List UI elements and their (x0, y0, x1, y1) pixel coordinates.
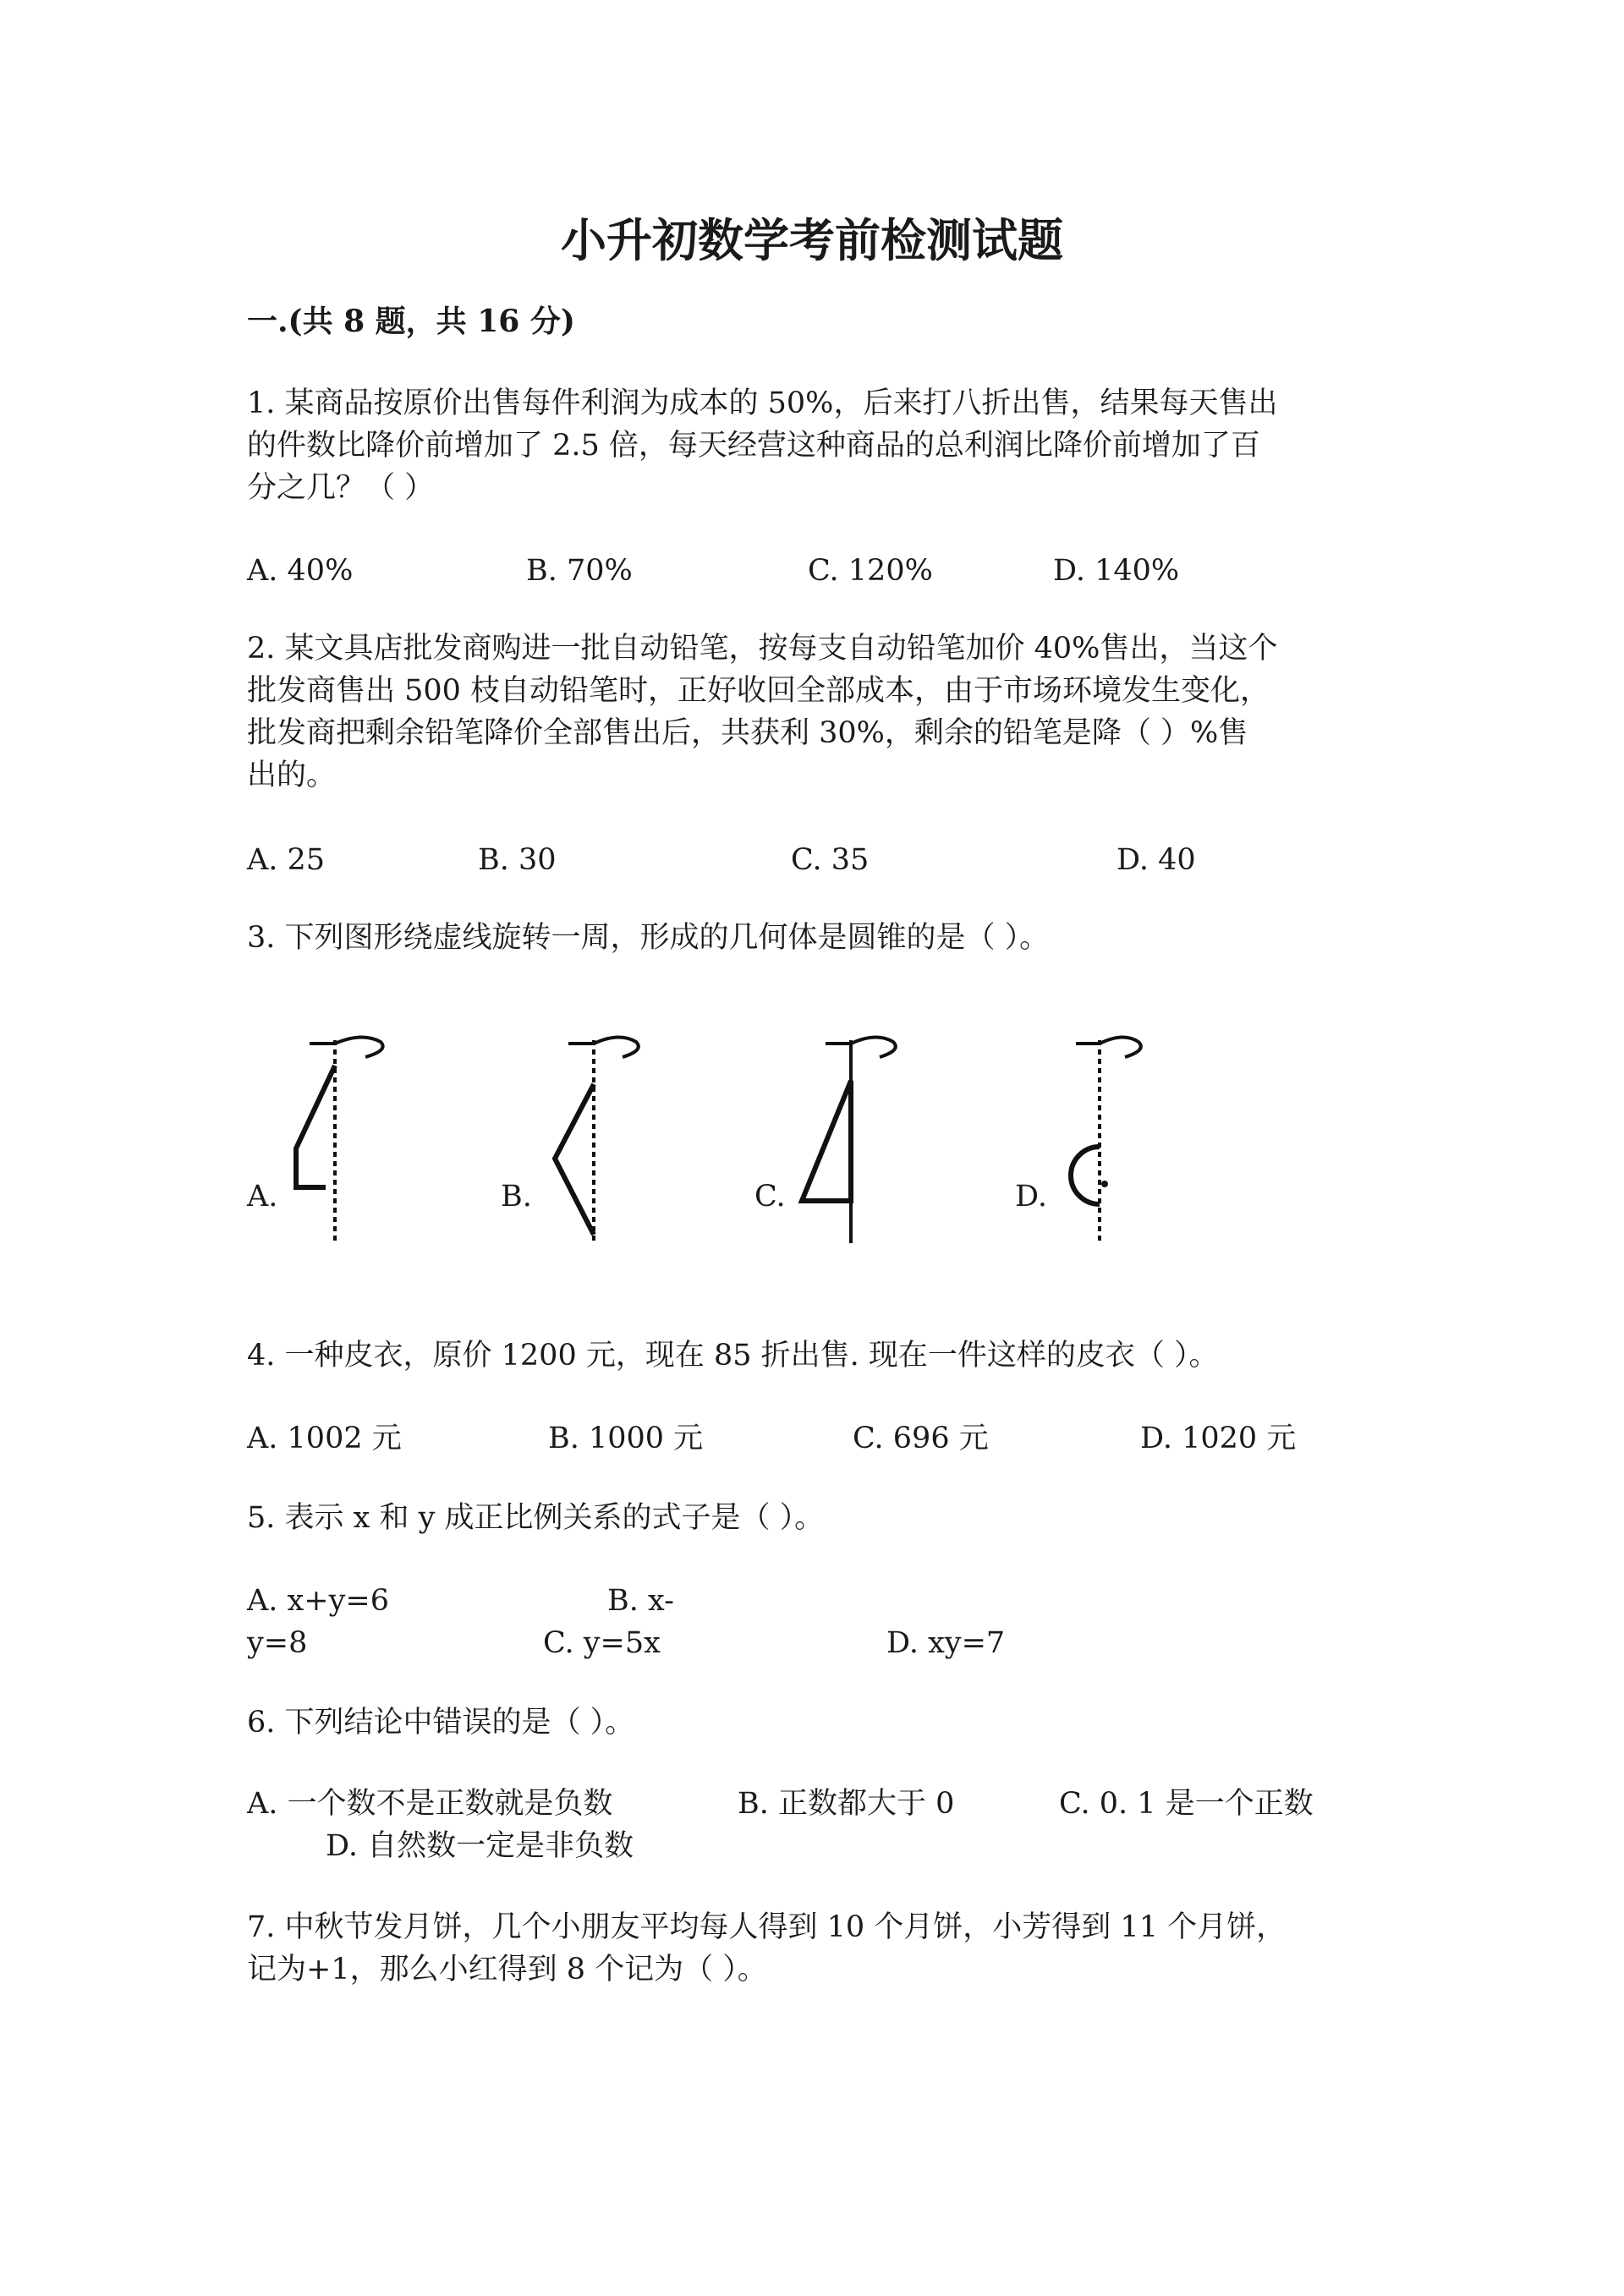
question-5-text: 5. 表示 x 和 y 成正比例关系的式子是（ ）。 (247, 1501, 825, 1535)
q2-option-b: B. 30 (478, 843, 557, 877)
q4-option-b: B. 1000 元 (548, 1422, 704, 1455)
q5-option-b-continued: y=8 (247, 1626, 308, 1660)
q5-option-b: B. x- (607, 1584, 674, 1618)
figure-d (1049, 1032, 1150, 1252)
q5-option-c: C. y=5x (543, 1626, 661, 1660)
q1-option-d: D. 140% (1053, 554, 1180, 588)
question-1-line-3: 分之几？（ ） (247, 471, 435, 505)
figure-label-d: D. (1015, 1180, 1047, 1214)
question-6-text: 6. 下列结论中错误的是（ ）。 (247, 1706, 635, 1740)
figure-d-center-dot (1101, 1181, 1108, 1187)
figure-d-rotation-arrow (1100, 1037, 1141, 1057)
q5-option-d: D. xy=7 (886, 1626, 1006, 1660)
q1-option-a: A. 40% (247, 554, 354, 588)
q1-option-b: B. 70% (526, 554, 633, 588)
q6-option-b: B. 正数都大于 0 (738, 1787, 955, 1821)
q2-option-c: C. 35 (791, 843, 870, 877)
figure-b (541, 1032, 651, 1252)
figure-c-triangle (802, 1081, 851, 1201)
q2-option-d: D. 40 (1116, 843, 1196, 877)
question-2-line-1: 2. 某文具店批发商购进一批自动铅笔，按每支自动铅笔加价 40%售出，当这个 (247, 632, 1278, 666)
figure-a (279, 1032, 398, 1252)
figure-a-shape (296, 1066, 335, 1187)
figure-b-shape (555, 1084, 594, 1235)
q6-option-d: D. 自然数一定是非负数 (326, 1829, 634, 1863)
figure-c (787, 1032, 905, 1252)
question-2-line-2: 批发商售出 500 枝自动铅笔时，正好收回全部成本，由于市场环境发生变化， (247, 674, 1270, 708)
q6-option-a: A. 一个数不是正数就是负数 (247, 1787, 613, 1821)
question-1-line-2: 的件数比降价前增加了 2.5 倍，每天经营这种商品的总利润比降价前增加了百 (247, 429, 1260, 463)
figure-a-rotation-arrow (335, 1037, 383, 1057)
question-3-text: 3. 下列图形绕虚线旋转一周，形成的几何体是圆锥的是（ ）。 (247, 921, 1050, 955)
q5-option-a: A. x+y=6 (247, 1584, 389, 1618)
question-7-line-2: 记为+1，那么小红得到 8 个记为（ ）。 (247, 1953, 767, 1986)
question-2-line-3: 批发商把剩余铅笔降价全部售出后，共获利 30%，剩余的铅笔是降（ ）%售 (247, 716, 1248, 750)
q2-option-a: A. 25 (247, 843, 326, 877)
page-title: 小升初数学考前检测试题 (561, 213, 1063, 267)
figure-d-semicircle (1071, 1147, 1100, 1204)
question-7-line-1: 7. 中秋节发月饼，几个小朋友平均每人得到 10 个月饼，小芳得到 11 个月饼， (247, 1910, 1287, 1944)
figure-label-a: A. (247, 1180, 278, 1214)
question-1-line-1: 1. 某商品按原价出售每件利润为成本的 50%，后来打八折出售，结果每天售出 (247, 386, 1278, 420)
question-4-text: 4. 一种皮衣，原价 1200 元，现在 85 折出售. 现在一件这样的皮衣（ ）。 (247, 1339, 1219, 1373)
figure-c-rotation-arrow (851, 1037, 896, 1057)
q6-option-c: C. 0. 1 是一个正数 (1059, 1787, 1314, 1821)
figure-label-c: C. (754, 1180, 786, 1214)
figure-label-b: B. (501, 1180, 532, 1214)
q1-option-c: C. 120% (808, 554, 933, 588)
q4-option-d: D. 1020 元 (1140, 1422, 1297, 1455)
figure-b-rotation-arrow (594, 1037, 639, 1057)
q4-option-c: C. 696 元 (853, 1422, 989, 1455)
section-heading: 一.(共 8 题，共 16 分) (247, 304, 575, 339)
question-2-line-4: 出的。 (247, 759, 337, 792)
q4-option-a: A. 1002 元 (247, 1422, 402, 1455)
